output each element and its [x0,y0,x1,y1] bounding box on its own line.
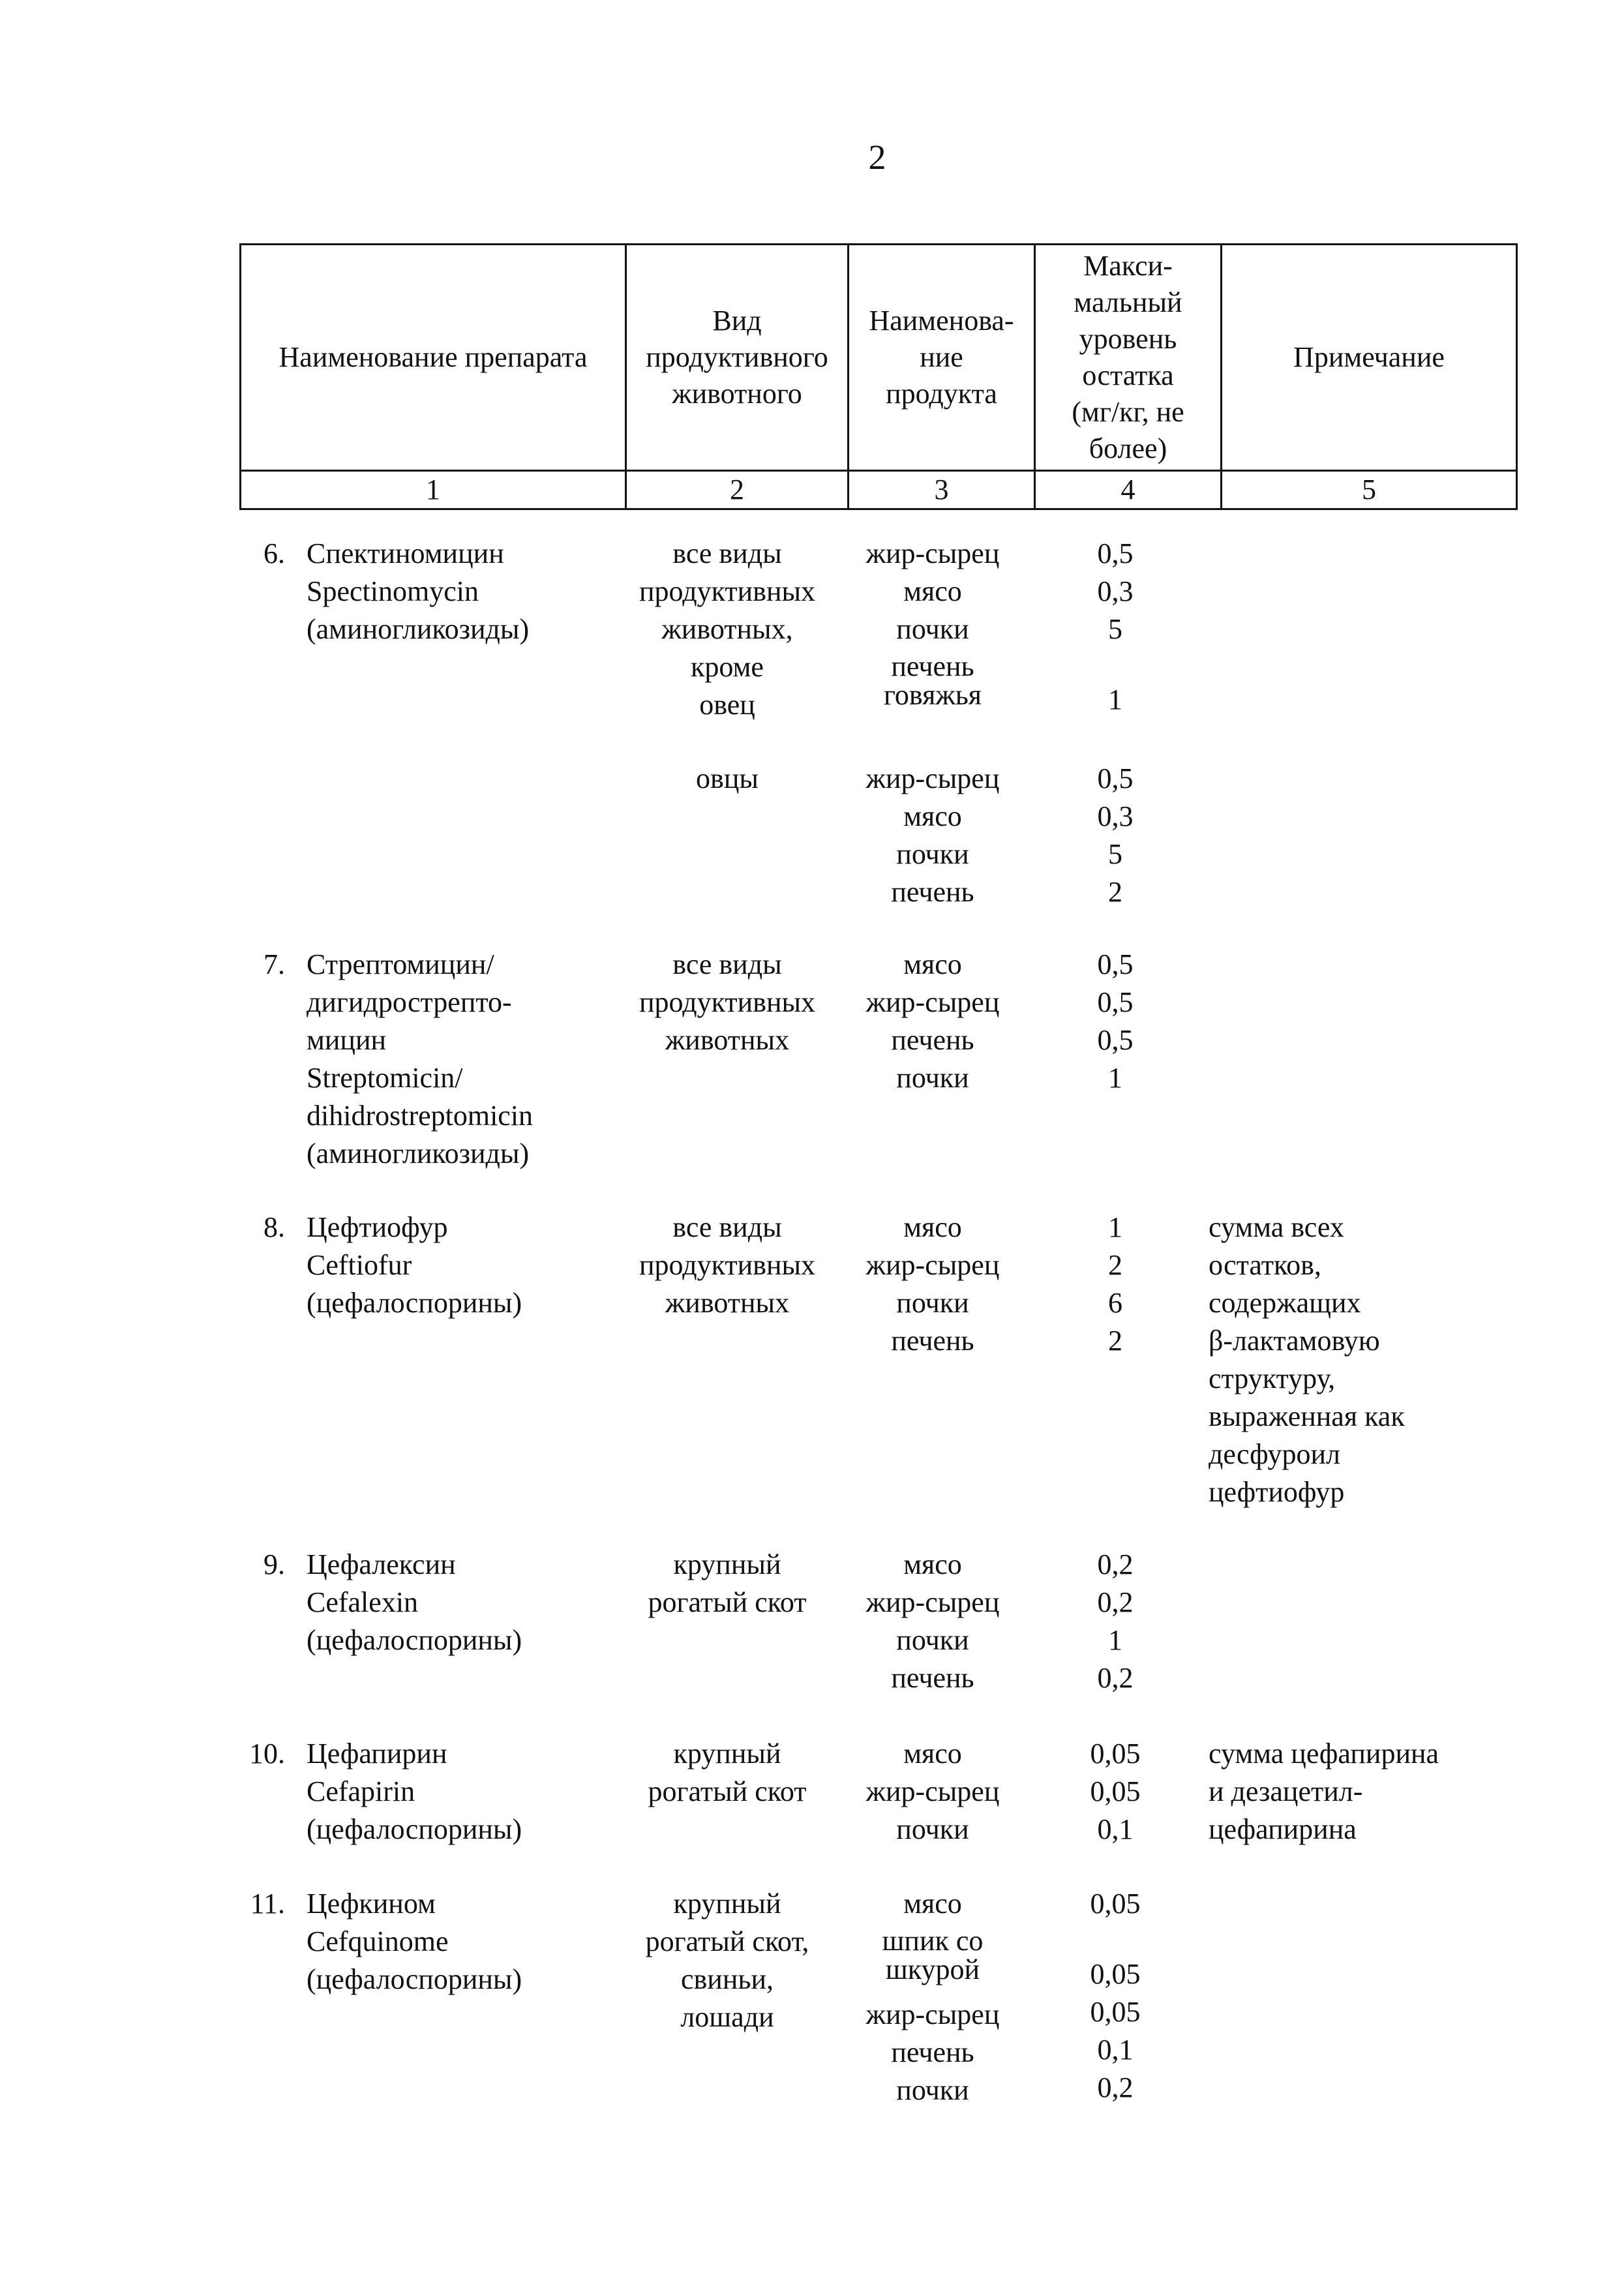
animal-line: крупный [673,1738,781,1770]
value-list [1050,946,1180,1097]
product-item: мясо [903,1738,962,1770]
animal-line: рогатый скот, [645,1925,809,1957]
animal-line: животных, [661,613,793,645]
residue-value: 0,05 [1090,1775,1141,1807]
product-item: жир-сырец [865,986,1000,1018]
product-item: печень [891,1662,974,1694]
product-item: мясо [903,1211,962,1243]
residue-value: 0,05 [1090,1738,1141,1770]
drug-name-line: (цефалоспорины) [307,1624,522,1656]
header-animal-line: животного [672,378,802,410]
product-item: печень [891,1325,974,1357]
drug-name-line: Streptomicin/ [307,1062,463,1094]
drug-name-line: Стрептомицин/ [307,948,494,980]
residue-value: 0,2 [1097,1662,1134,1694]
header-residue-line: мальный [1074,286,1182,318]
column-number: 5 [1222,471,1517,509]
animal-type [620,946,835,1059]
animal-line: овец [699,689,755,721]
residue-value: 1 [1108,684,1122,716]
note-line: десфуроил [1209,1438,1340,1470]
note-line: сумма цефапирина [1209,1738,1439,1770]
product-item: почки [896,1624,969,1656]
residue-value: 0,5 [1097,1024,1134,1056]
drug-name-line: Spectinomycin [307,575,479,607]
animal-line: лошади [680,2001,774,2033]
entry-number: 9. [263,1548,285,1580]
drug-name-line: Спектиномицин [307,537,504,569]
entry-number: 10. [249,1738,285,1770]
value-list [1050,1209,1180,1360]
animal-line: рогатый скот [648,1775,807,1807]
product-item: мясо [903,575,962,607]
drug-name-line: дигидрострепто- [307,986,512,1018]
animal-line: продуктивных [639,986,816,1018]
header-max-residue [1035,245,1222,471]
residue-value: 1 [1108,1624,1122,1656]
animal-line: животных [665,1024,790,1056]
entry-number: 8. [263,1211,285,1243]
residue-value: 2 [1108,876,1122,908]
product-item: жир-сырец [865,537,1000,569]
header-product-line: продукта [886,378,997,410]
entry-number: 11. [250,1888,285,1920]
animal-type [620,1546,835,1621]
header-animal-type [626,245,849,471]
residue-value: 0,5 [1097,762,1134,794]
product-item: мясо [903,948,962,980]
value-list [1050,535,1180,719]
residue-value: 1 [1108,1211,1122,1243]
residue-value: 2 [1108,1325,1122,1357]
table-header [239,243,1518,510]
value-list [1050,760,1180,911]
product-item: печень [891,1024,974,1056]
drug-name [307,1546,613,1659]
product-item: почки [896,2074,969,2106]
product-item: жир-сырец [865,1249,1000,1281]
header-product-line: ние [920,341,963,373]
product-list [841,1546,1024,1697]
product-item: печень говяжья [883,650,982,711]
product-item: почки [896,838,969,870]
note [1209,1209,1515,1511]
product-list [841,760,1024,911]
header-residue-line: более) [1089,432,1167,464]
animal-line: рогатый скот [648,1586,807,1618]
animal-type [620,1885,835,2036]
product-list [841,1885,1024,2109]
value-list [1050,1885,1180,2107]
animal-line: продуктивных [639,575,816,607]
residue-value: 0,2 [1097,1586,1134,1618]
residue-value: 0,05 [1090,1888,1141,1920]
product-item: почки [896,1062,969,1094]
note-line: и дезацетил- [1209,1775,1363,1807]
residue-value: 0,5 [1097,986,1134,1018]
product-list [841,946,1024,1097]
animal-type [620,535,835,724]
residue-value: 0,05 [1090,1958,1141,1990]
product-item: жир-сырец [865,1998,1000,2030]
residue-value: 5 [1108,613,1122,645]
residue-value: 0,1 [1097,2034,1134,2066]
animal-line: крупный [673,1548,781,1580]
drug-name-line: Cefapirin [307,1775,415,1807]
residue-value: 6 [1108,1287,1122,1319]
residue-value: 0,3 [1097,800,1134,832]
note-line: остатков, [1209,1249,1321,1281]
product-item: почки [896,1813,969,1845]
note-line: структуру, [1209,1363,1336,1394]
drug-name [307,535,613,648]
header-animal-line: продуктивного [646,341,828,373]
product-item: мясо [903,800,962,832]
page-number: 2 [868,138,886,177]
drug-name [307,1735,613,1848]
column-number: 2 [626,471,849,509]
animal-line: кроме [691,651,764,683]
product-list [841,535,1024,710]
drug-name-line: Цефтиофур [307,1211,448,1243]
product-list [841,1735,1024,1848]
column-number: 1 [241,471,626,509]
product-item: печень [891,876,974,908]
drug-name-line: Цефкином [307,1888,436,1920]
header-product-name [849,245,1035,471]
value-list [1050,1735,1180,1848]
residue-value: 0,05 [1090,1996,1141,2028]
product-item: шпик со шкурой [882,1925,984,1985]
header-residue-line: остатка [1082,359,1174,391]
residue-value: 2 [1108,1249,1122,1281]
header-animal-line: Вид [712,305,762,337]
header-residue-line: уровень [1079,323,1177,355]
note-line: β-лактамовую [1209,1325,1380,1357]
animal-line: свиньи, [680,1963,774,1995]
animal-type [620,760,835,798]
entry-number: 7. [263,948,285,980]
drug-name [307,946,613,1173]
drug-name-line: (цефалоспорины) [307,1287,522,1319]
residue-value: 1 [1108,1062,1122,1094]
drug-name-line: Cefquinome [307,1925,449,1957]
note-line: сумма всех [1209,1211,1344,1243]
residue-value: 0,2 [1097,1548,1134,1580]
drug-name [307,1209,613,1322]
product-item: мясо [903,1888,962,1920]
animal-line: все виды [672,537,782,569]
drug-name-line: Cefalexin [307,1586,419,1618]
header-note: Примечание [1222,245,1517,471]
drug-name-line: (цефалоспорины) [307,1963,522,1995]
animal-line: все виды [672,1211,782,1243]
drug-name-line: Цефалексин [307,1548,456,1580]
product-item: жир-сырец [865,1775,1000,1807]
product-item: печень [891,2036,974,2068]
product-item: мясо [903,1548,962,1580]
note-line: выраженная как [1209,1400,1405,1432]
header-residue-line: (мг/кг, не [1072,396,1184,428]
drug-name-line: мицин [307,1024,387,1056]
header-product-line: Наименова- [869,305,1014,337]
column-number: 3 [849,471,1035,509]
drug-name [307,1885,613,1998]
animal-line: овцы [696,762,759,794]
residue-value: 0,5 [1097,948,1134,980]
animal-line: крупный [673,1888,781,1920]
drug-name-line: (аминогликозиды) [307,1137,530,1169]
residue-value: 0,2 [1097,2072,1134,2103]
animal-type [620,1209,835,1322]
residue-value: 0,1 [1097,1813,1134,1845]
header-drug-name: Наименование препарата [241,245,626,471]
note [1209,1735,1515,1848]
animal-line: животных [665,1287,790,1319]
drug-name-line: (аминогликозиды) [307,613,530,645]
residue-value: 5 [1108,838,1122,870]
entry-number: 6. [263,537,285,569]
drug-name-line: Цефапирин [307,1738,447,1770]
note-line: цефапирина [1209,1813,1357,1845]
header-residue-line: Макси- [1083,250,1173,282]
drug-name-line: dihidrostreptomicin [307,1100,534,1132]
product-list [841,1209,1024,1360]
residue-value: 0,3 [1097,575,1134,607]
animal-line: продуктивных [639,1249,816,1281]
product-item: жир-сырец [865,1586,1000,1618]
animal-type [620,1735,835,1811]
product-item: почки [896,613,969,645]
residue-value: 0,5 [1097,537,1134,569]
product-item: почки [896,1287,969,1319]
value-list [1050,1546,1180,1697]
product-item: жир-сырец [865,762,1000,794]
drug-name-line: (цефалоспорины) [307,1813,522,1845]
note-line: цефтиофур [1209,1476,1345,1508]
note-line: содержащих [1209,1287,1361,1319]
drug-name-line: Ceftiofur [307,1249,412,1281]
column-number: 4 [1035,471,1222,509]
animal-line: все виды [672,948,782,980]
